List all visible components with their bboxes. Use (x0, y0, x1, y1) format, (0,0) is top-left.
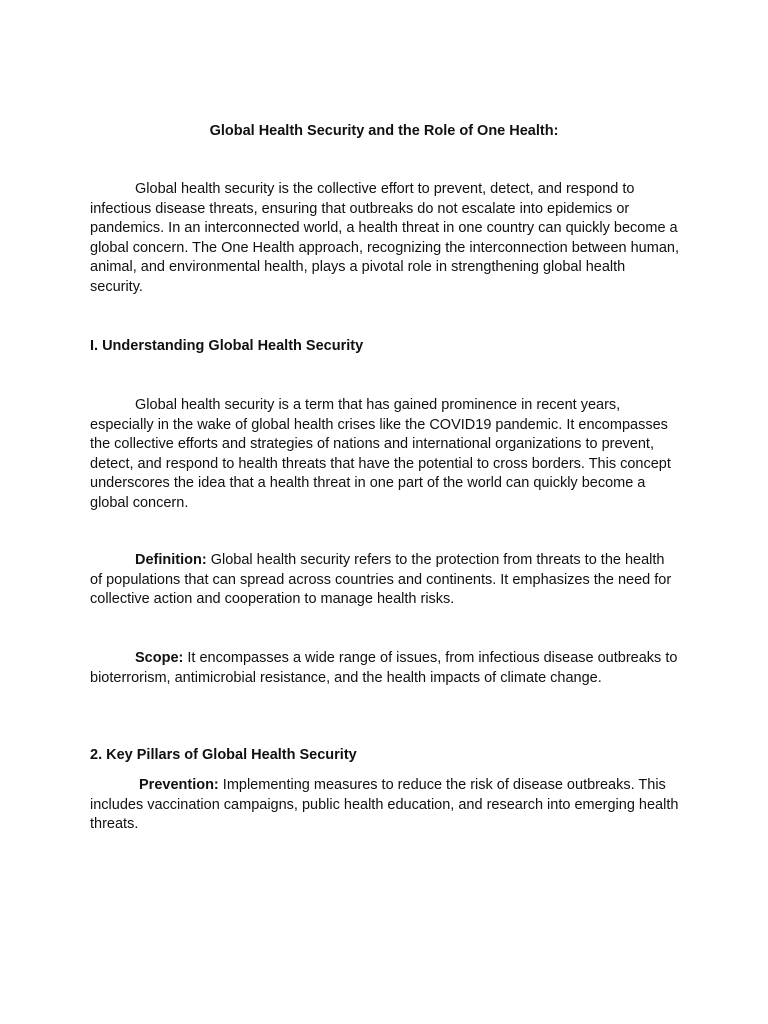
intro-paragraph: Global health security is the collective effort to prevent, detect, and respond to infectious disease threats, ensuring that outbreaks do not escalate into epidemics or pandemics. In an interconnected world, a health threat in one country can quickly become a global concern. The One Health approach, recognizing the interconnection between human, animal, and environmental health, plays a pivotal role in strengthening global health security. (90, 181, 679, 295)
scope-text: It encompasses a wide range of issues, from infectious disease outbreaks to bioterrorism, antimicrobial resistance, and the health impacts of climate change. (90, 650, 678, 686)
document-title: Global Health Security and the Role of One Health: (209, 123, 559, 139)
section-1-body: Global health security is a term that has gained prominence in recent years, especially in the wake of global health crises like the COVID19 pandemic. It encompasses the collective efforts and strategies of nations and international organizations to prevent, detect, and respond to health threats that have the potential to cross borders. This concept underscores the idea that a health threat in one part of the world can quickly become a global concern. (90, 397, 671, 511)
prevention-text: Implementing measures to reduce the risk of disease outbreaks. This includes vaccination campaigns, public health education, and research into emerging health threats. (90, 777, 679, 832)
scope-term: Scope: (135, 650, 184, 666)
definition-text: Global health security refers to the protection from threats to the health of populations that can spread across countries and continents. It emphasizes the need for collective action and cooperation to manage health risks. (90, 552, 672, 607)
prevention-paragraph (90, 776, 680, 835)
definition-term: Definition: (135, 552, 207, 568)
section-2-heading: 2. Key Pillars of Global Health Security (90, 747, 357, 763)
section-1-heading: I. Understanding Global Health Security (90, 338, 364, 354)
definition-paragraph (90, 551, 680, 610)
scope-paragraph (90, 649, 680, 688)
prevention-term: Prevention: (139, 777, 219, 793)
